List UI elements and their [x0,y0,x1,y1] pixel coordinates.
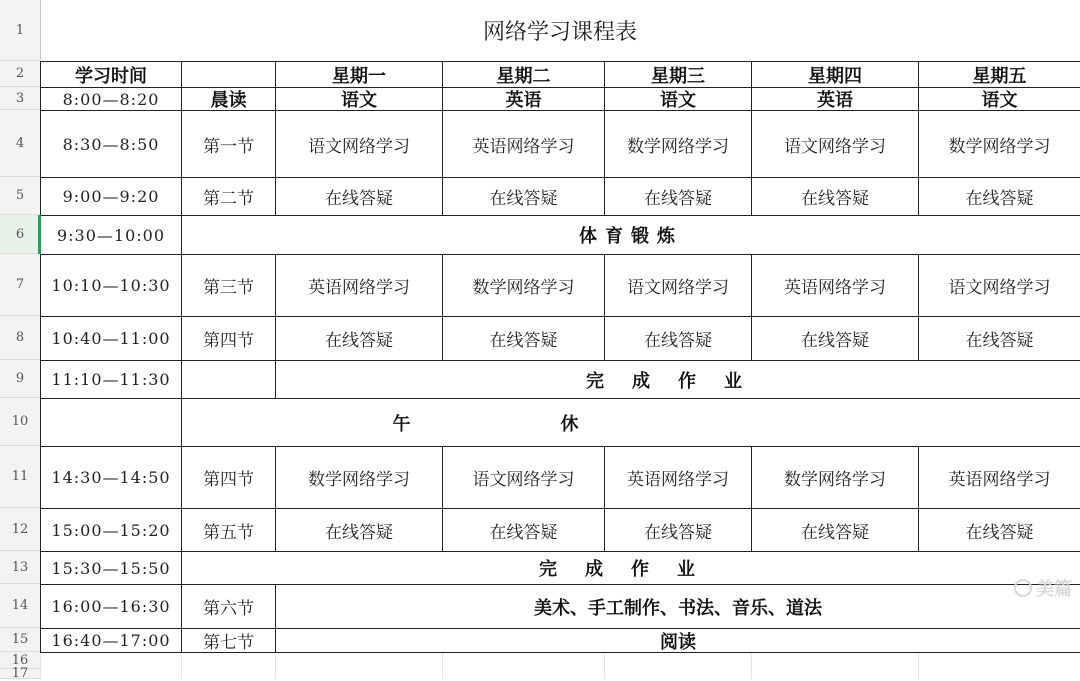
subject-cell[interactable]: 语文 [604,87,752,111]
subject-cell[interactable]: 语文网络学习 [442,446,605,509]
watermark [1014,575,1072,601]
subject-cell[interactable]: 英语网络学习 [442,110,605,178]
subject-cell[interactable]: 英语 [751,87,919,111]
reading-cell[interactable]: 阅读 [275,628,1080,653]
subject-cell[interactable]: 在线答疑 [275,316,443,361]
row-number[interactable]: 3 [0,87,40,110]
row-number[interactable]: 2 [0,61,40,87]
header-day[interactable]: 星期一 [275,61,443,88]
watermark-logo-icon [1014,579,1032,597]
gridline [604,652,605,679]
row-number[interactable]: 16 [0,652,40,669]
period-label[interactable]: 第三节 [181,254,276,317]
subject-cell[interactable]: 在线答疑 [275,177,443,216]
subject-cell[interactable]: 语文网络学习 [751,110,919,178]
subject-cell[interactable]: 数学网络学习 [275,446,443,509]
subject-cell[interactable]: 语文 [918,87,1080,111]
row-number[interactable]: 6 [0,215,40,254]
homework-cell[interactable]: 完成作业 [275,360,1080,399]
subject-cell[interactable]: 英语网络学习 [604,446,752,509]
subject-cell[interactable]: 英语网络学习 [918,446,1080,509]
row-number[interactable]: 1 [0,0,40,61]
row-number[interactable]: 13 [0,551,40,584]
row-number[interactable]: 14 [0,584,40,628]
time-cell[interactable]: 8:30—8:50 [40,110,182,178]
row-number[interactable]: 15 [0,628,40,652]
header-day[interactable]: 星期四 [751,61,919,88]
sheet-title[interactable]: 网络学习课程表 [482,20,637,45]
period-label[interactable]: 晨读 [181,87,276,111]
subject-cell[interactable]: 语文网络学习 [604,254,752,317]
period-label[interactable]: 第一节 [181,110,276,178]
period-label[interactable]: 第四节 [181,316,276,361]
time-cell[interactable]: 15:30—15:50 [40,551,182,585]
subject-cell[interactable]: 数学网络学习 [751,446,919,509]
watermark-text: 美篇 [1036,579,1072,600]
subject-cell[interactable]: 在线答疑 [751,508,919,552]
time-cell[interactable]: 16:00—16:30 [40,584,182,629]
row-number[interactable]: 8 [0,316,40,360]
time-cell[interactable]: 11:10—11:30 [40,360,182,399]
gridline [181,652,182,679]
row-number[interactable]: 11 [0,446,40,508]
time-cell[interactable]: 15:00—15:20 [40,508,182,552]
subject-cell[interactable]: 在线答疑 [604,508,752,552]
time-cell[interactable]: 8:00—8:20 [40,87,182,111]
subject-cell[interactable]: 数学网络学习 [442,254,605,317]
subject-cell[interactable]: 在线答疑 [751,316,919,361]
row-number[interactable]: 12 [0,508,40,551]
subject-cell[interactable]: 在线答疑 [751,177,919,216]
subject-cell[interactable]: 在线答疑 [604,177,752,216]
empty-cell[interactable] [181,360,276,399]
time-cell[interactable]: 9:00—9:20 [40,177,182,216]
period-label[interactable]: 第二节 [181,177,276,216]
subject-cell[interactable]: 在线答疑 [918,508,1080,552]
activity-cell[interactable]: 美术、手工制作、书法、音乐、道法 [275,584,1080,629]
exercise-cell[interactable]: 体育锻炼 [181,215,1080,255]
header-day[interactable]: 星期五 [918,61,1080,88]
time-cell[interactable]: 16:40—17:00 [40,628,182,653]
subject-cell[interactable]: 语文网络学习 [275,110,443,178]
subject-cell[interactable]: 在线答疑 [604,316,752,361]
header-day[interactable]: 星期二 [442,61,605,88]
subject-cell[interactable]: 在线答疑 [442,316,605,361]
gridline [918,652,919,679]
gridline [442,652,443,679]
gridline [40,652,41,679]
subject-cell[interactable]: 英语网络学习 [751,254,919,317]
period-label[interactable]: 第四节 [181,446,276,509]
subject-cell[interactable]: 在线答疑 [442,177,605,216]
subject-cell[interactable]: 在线答疑 [442,508,605,552]
active-row-indicator [38,215,41,254]
time-cell[interactable]: 14:30—14:50 [40,446,182,509]
time-cell[interactable]: 9:30—10:00 [40,215,182,255]
header-time[interactable]: 学习时间 [40,61,182,88]
subject-cell[interactable]: 语文网络学习 [918,254,1080,317]
subject-cell[interactable]: 在线答疑 [275,508,443,552]
row-number[interactable]: 4 [0,110,40,177]
subject-cell[interactable]: 英语网络学习 [275,254,443,317]
lunch-break-cell[interactable]: 午休 [40,398,1080,447]
gridline [275,652,276,679]
header-day[interactable]: 星期三 [604,61,752,88]
time-cell[interactable]: 10:10—10:30 [40,254,182,317]
row-number[interactable]: 7 [0,254,40,316]
gridline [751,652,752,679]
subject-cell[interactable]: 语文 [275,87,443,111]
subject-cell[interactable]: 数学网络学习 [604,110,752,178]
homework-cell[interactable]: 完成作业 [181,551,1080,585]
period-label[interactable]: 第六节 [181,584,276,629]
row-number[interactable]: 5 [0,177,40,215]
time-cell[interactable]: 10:40—11:00 [40,316,182,361]
subject-cell[interactable]: 数学网络学习 [918,110,1080,178]
period-label[interactable]: 第七节 [181,628,276,653]
subject-cell[interactable]: 在线答疑 [918,316,1080,361]
row-number-gutter [0,0,41,679]
row-number[interactable]: 17 [0,669,40,679]
subject-cell[interactable]: 英语 [442,87,605,111]
header-blank[interactable] [181,61,276,88]
period-label[interactable]: 第五节 [181,508,276,552]
subject-cell[interactable]: 在线答疑 [918,177,1080,216]
row-number[interactable]: 10 [0,398,40,446]
row-number[interactable]: 9 [0,360,40,398]
